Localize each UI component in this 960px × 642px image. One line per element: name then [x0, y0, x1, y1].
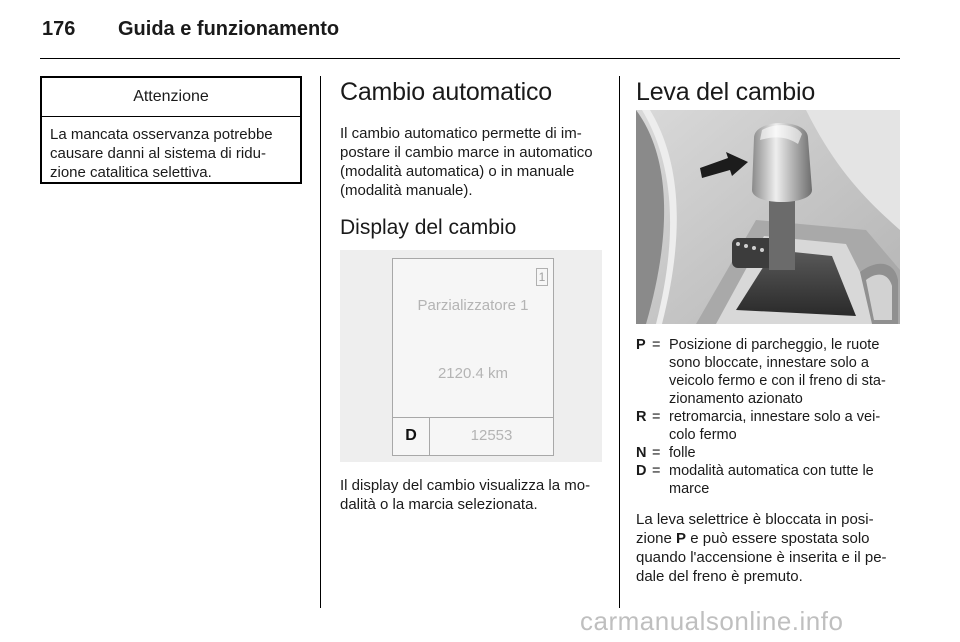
display-divider [393, 417, 553, 418]
definition-equals: = [652, 463, 661, 479]
warning-box [40, 76, 302, 184]
definition-text: modalità automatica con tutte le marce [669, 463, 874, 497]
section-heading-automatic: Cambio automatico [340, 78, 552, 106]
header-rule [40, 58, 900, 59]
subheading-display: Display del cambio [340, 216, 517, 239]
definition-text: retromarcia, innestare solo a vei-colo fermo [669, 409, 881, 443]
lever-note [636, 510, 902, 586]
display-caption: Il display del cambio visualizza la mo-dalità o la marcia selezionata. [340, 477, 591, 513]
definition-row-d [636, 462, 902, 498]
definition-row-p [636, 336, 902, 408]
gear-display-illustration [340, 250, 602, 462]
definition-equals: = [652, 445, 661, 461]
definition-row-n [636, 444, 902, 462]
definition-key: N [636, 445, 647, 461]
gear-position-definitions [636, 336, 902, 498]
page-header-title: Guida e funzionamento [118, 18, 340, 40]
definition-text: Posizione di parcheggio, le ruote sono bloccate, innestare solo a veicolo fermo e con il freno di sta-zionamento azionato [669, 337, 886, 407]
definition-text: folle [669, 445, 696, 461]
warning-text: La mancata osservanza potrebbe causare danni al sistema di ridu-zione catalitica selettiva. [50, 126, 273, 181]
definition-key: P [636, 337, 646, 353]
definition-key: R [636, 409, 647, 425]
lever-note-part-1: La leva selettrice è bloccata in posi-zione [636, 511, 874, 547]
gear-display [392, 258, 554, 456]
display-line-1: Parzializzatore 1 [417, 297, 529, 314]
lever-note-part-2: e può essere spostata solo quando l'accensione è inserita e il pe-dale del freno è premuto. [636, 530, 887, 585]
gear-lever-photo [636, 110, 900, 324]
definition-row-r [636, 408, 902, 444]
automatic-intro: Il cambio automatico permette di im-postare il cambio marce in automatico (modalità automatica) o in manuale (modalità manuale). [340, 125, 593, 199]
display-line-2: 2120.4 km [437, 365, 509, 382]
watermark: carmanualsonline.info [580, 606, 844, 636]
definition-key: D [636, 463, 647, 479]
display-odometer: 12553 [470, 427, 513, 444]
gear-indicator-icon: 1 [536, 268, 548, 286]
column-divider-left [320, 76, 321, 608]
display-gear: D [405, 427, 417, 444]
lever-note-bold: P [676, 530, 687, 547]
column-divider-right [619, 76, 620, 608]
definition-equals: = [652, 409, 661, 425]
definition-equals: = [652, 337, 661, 353]
warning-title: Attenzione [42, 78, 300, 117]
section-heading-lever: Leva del cambio [636, 78, 816, 106]
page-number: 176 [42, 18, 76, 40]
